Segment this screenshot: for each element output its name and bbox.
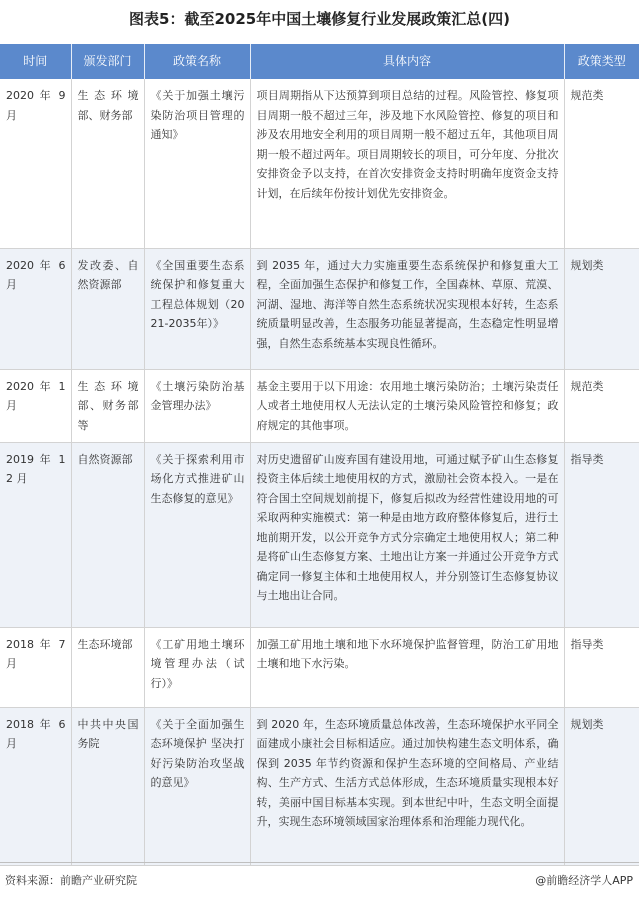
table-row — [0, 248, 639, 369]
cell-policy-type: 规范类 — [564, 79, 639, 248]
header-time: 时间 — [0, 44, 71, 79]
cell-policy-type: 指导类 — [564, 442, 639, 627]
cell-time: 2019 年 12 月 — [0, 442, 71, 627]
cell-policy-type: 指导类 — [564, 627, 639, 707]
cell-policy-type: 规划类 — [564, 707, 639, 865]
table-row — [0, 369, 639, 442]
cell-policy-type: 规范类 — [564, 369, 639, 442]
chart-title: 图表5：截至2025年中国土壤修复行业发展政策汇总(四) — [129, 10, 510, 28]
table-row — [0, 707, 639, 865]
cell-dept: 生态环境部、财务部等 — [71, 369, 144, 442]
cell-dept: 生态环境部、财务部 — [71, 79, 144, 248]
cell-time: 2018 年 7 月 — [0, 627, 71, 707]
cell-content: 加强工矿用地土壤和地下水环境保护监督管理，防治工矿用地土壤和地下水污染。 — [250, 627, 564, 707]
footer — [0, 862, 639, 901]
cell-time: 2020 年 1 月 — [0, 369, 71, 442]
cell-time: 2020 年 9 月 — [0, 79, 71, 248]
cell-policy-name: 《全国重要生态系统保护和修复重大工程总体规划（2021-2035年）》 — [144, 248, 250, 369]
table-row — [0, 627, 639, 707]
cell-time: 2020 年 6 月 — [0, 248, 71, 369]
brand-credit: @前瞻经济学人APP — [535, 874, 633, 887]
cell-dept: 生态环境部 — [71, 627, 144, 707]
header-content: 具体内容 — [250, 44, 564, 79]
table-header-row — [0, 44, 639, 79]
cell-policy-name: 《土壤污染防治基金管理办法》 — [144, 369, 250, 442]
cell-dept: 自然资源部 — [71, 442, 144, 627]
header-dept: 颁发部门 — [71, 44, 144, 79]
cell-policy-name: 《关于全面加强生态环境保护 坚决打好污染防治攻坚战的意见》 — [144, 707, 250, 865]
cell-policy-name: 《关于探索利用市场化方式推进矿山生态修复的意见》 — [144, 442, 250, 627]
table-row — [0, 442, 639, 627]
cell-dept: 中共中央国务院 — [71, 707, 144, 865]
policy-table — [0, 44, 639, 866]
header-policy-name: 政策名称 — [144, 44, 250, 79]
cell-time: 2018 年 6 月 — [0, 707, 71, 865]
cell-policy-type: 规划类 — [564, 248, 639, 369]
cell-dept: 发改委、自然资源部 — [71, 248, 144, 369]
header-policy-type: 政策类型 — [564, 44, 639, 79]
cell-content: 到 2035 年，通过大力实施重要生态系统保护和修复重大工程，全面加强生态保护和修复工作，全国森林、草原、荒漠、河湖、湿地、海洋等自然生态系统状况实现根本好转，生态系统质量明显改善，生态服务功能显著提高，生态稳定性明显增强，自然生态系统基本实现良性循环。 — [250, 248, 564, 369]
cell-content: 对历史遗留矿山废弃国有建设用地，可通过赋予矿山生态修复投资主体后续土地使用权的方式，激励社会资本投入。一是在符合国土空间规划前提下，修复后拟改为经营性建设用地的可采取两种实施模式：第一种是由地方政府整体修复后，进行土地前期开发，以公开竞争方式分宗确定土地使用权人；第二种是将矿山生态修复方案、土地出让方案一并通过公开竞争方式确定同一修复主体和土地使用权人，并分别签订生态修复协议与土地出让合同。 — [250, 442, 564, 627]
source-note: 资料来源：前瞻产业研究院 — [5, 874, 137, 887]
table-row — [0, 79, 639, 248]
cell-policy-name: 《工矿用地土壤环境管理办法（试行）》 — [144, 627, 250, 707]
cell-policy-name: 《关于加强土壤污染防治项目管理的通知》 — [144, 79, 250, 248]
cell-content: 项目周期指从下达预算到项目总结的过程。风险管控、修复项目周期一般不超过三年，涉及地下水风险管控、修复的项目和涉及农用地安全利用的项目周期一般不超过五年，其他项目周期一般不超过两年。项目周期较长的项目，可分年度、分批次安排资金予以支持，在首次安排资金支持时明确年度资金支持计划，在后续年份按计划优先安排资金。 — [250, 79, 564, 248]
cell-content: 基金主要用于以下用途：农用地土壤污染防治；土壤污染责任人或者土地使用权人无法认定的土壤污染风险管控和修复；政府规定的其他事项。 — [250, 369, 564, 442]
cell-content: 到 2020 年，生态环境质量总体改善，生态环境保护水平同全面建成小康社会目标相适应。通过加快构建生态文明体系，确保到 2035 年节约资源和保护生态环境的空间格局、产业结构、生产方式、生活方式总体形成，生态环境质量实现根本好转，美丽中国目标基本实现。到本世纪中叶，生态文明全面提升，实现生态环境领域国家治理体系和治理能力现代化。 — [250, 707, 564, 865]
